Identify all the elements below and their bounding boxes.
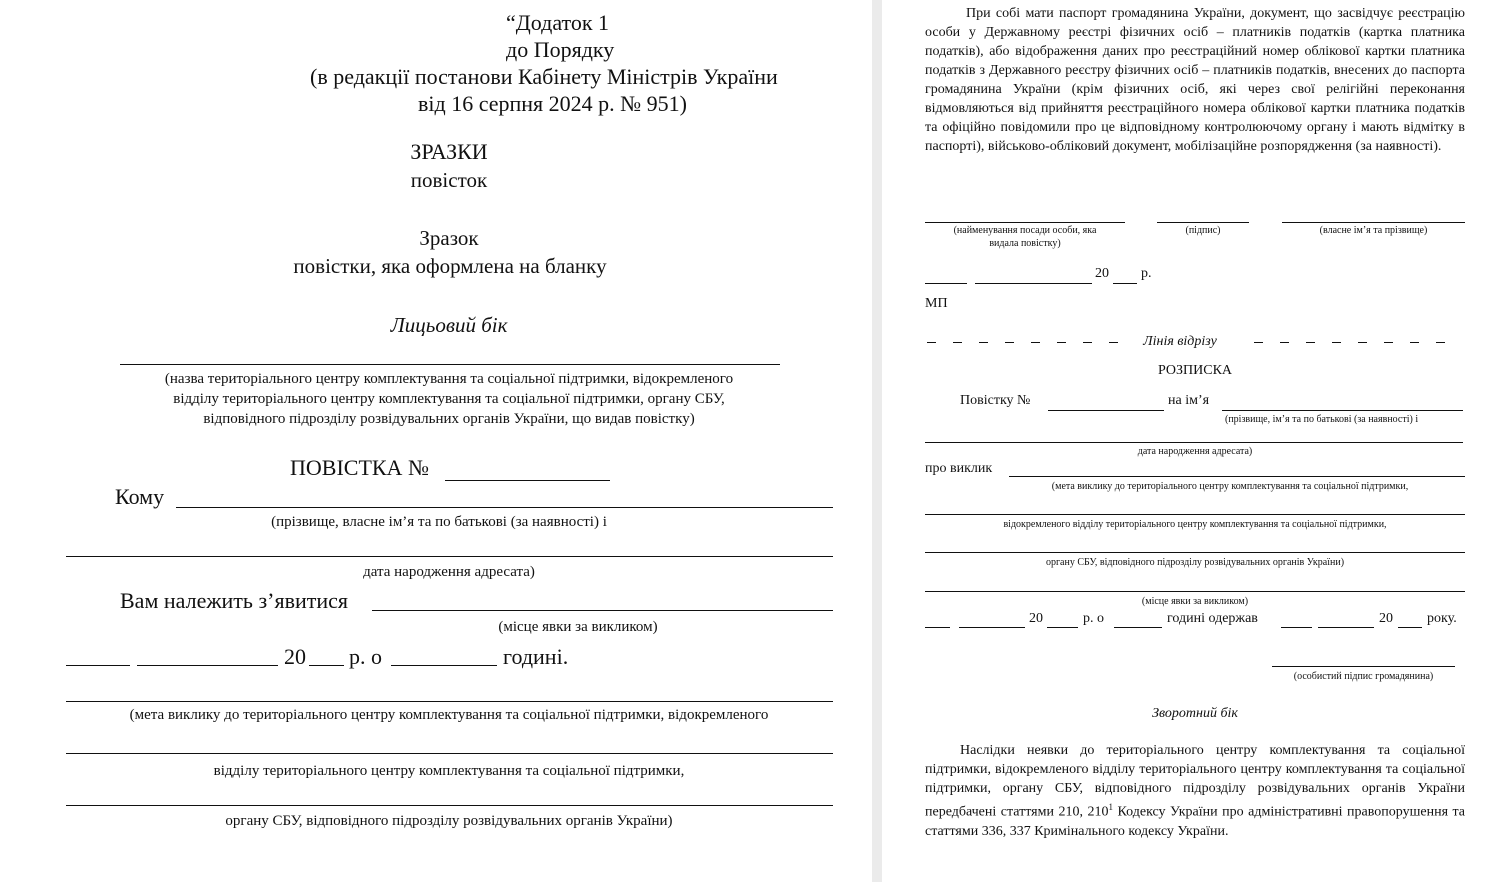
cut-dash [1384, 342, 1393, 343]
sig-position-caption-1: (найменування посади особи, яка [953, 225, 1097, 236]
date-year-prefix: 20 [1095, 266, 1109, 281]
receipt-name-caption: (прізвище, ім’я та по батькові (за наявності) і [1225, 414, 1419, 425]
month-line [137, 665, 278, 666]
summons-label: ПОВІСТКА № [290, 455, 429, 480]
receipt-get-month-line [1318, 627, 1374, 628]
consequences-text-2: Кодексу України про адміністративні правопорушення та статтями 336, 337 Кримінального кодексу України. [925, 804, 1466, 839]
cut-line-label: Лінія відрізу [1143, 334, 1217, 349]
receipt-hour-line [1114, 627, 1162, 628]
receipt-name-label: на ім’я [1168, 393, 1210, 408]
issuer-caption-3: відповідного підрозділу розвідувальних органів України, що видав повістку) [203, 411, 695, 427]
receipt-year-line-2 [1398, 627, 1422, 628]
receipt-summons-label: Повістку № [960, 393, 1031, 408]
samples-subtitle: повісток [410, 168, 488, 192]
receipt-purpose-caption-2: відокремленого відділу територіального центру комплектування та соціальної підтримки, [1003, 519, 1387, 530]
intro-paragraph: При собі мати паспорт громадянина України, документ, що засвідчує реєстрацію особи у Державному реєстрі фізичних осіб – платників податків (картка платника податків), або відображення даних про реєстраційний номер облікової картки платника податків з Державного реєстру фізичних осіб – платників податків, внесених до паспорта громадянина України (крім фізичних осіб, які через свої релігійні переконання відмовляються від прийняття реєстраційного номера облікової картки платника податків та офіційно повідомили про це відповідному контролюючому органу і мають відмітку в паспорті), військово-обліковий документ, мобілізаційне розпорядження (за наявності). [925, 6, 1465, 154]
year-line [309, 665, 344, 666]
samples-title: ЗРАЗКИ [410, 139, 488, 164]
date-day-line [925, 283, 967, 284]
date-month-line [975, 283, 1092, 284]
appendix-line-2: до Порядку [506, 37, 615, 62]
receipt-birth-line [925, 442, 1463, 443]
stamp-label: МП [925, 296, 948, 311]
receipt-year-prefix-1: 20 [1029, 611, 1043, 626]
date-year-suffix: р. [1141, 266, 1152, 281]
name-caption-2: дата народження адресата) [363, 564, 535, 580]
cut-dash [1280, 342, 1289, 343]
sig-signature-caption: (підпис) [1185, 225, 1221, 236]
sig-position-line [925, 222, 1125, 223]
summons-number-line [445, 480, 610, 481]
receipt-year-prefix-2: 20 [1379, 611, 1393, 626]
right-page [882, 0, 1500, 882]
day-line [66, 665, 130, 666]
receipt-birth-caption: дата народження адресата) [1137, 446, 1253, 457]
receipt-place-line [925, 591, 1465, 592]
recipient-label: Кому [115, 484, 165, 509]
receipt-place-caption: (місце явки за викликом) [1141, 596, 1249, 607]
cut-dash [1109, 342, 1118, 343]
hour-label: годині. [503, 644, 569, 669]
cut-dash [1332, 342, 1341, 343]
receipt-purpose-line-2 [925, 514, 1465, 515]
cut-dash [1005, 342, 1014, 343]
cut-dash [927, 342, 936, 343]
place-caption: (місце явки за викликом) [498, 619, 658, 635]
purpose-caption-3: органу СБУ, відповідного підрозділу розвідувальних органів України) [225, 813, 673, 829]
date-year-line [1113, 283, 1137, 284]
hour-line [391, 665, 497, 666]
cut-dash [1083, 342, 1092, 343]
appear-label: Вам належить з’явитися [120, 588, 349, 613]
receipt-purpose-caption-1: (мета виклику до територіального центру комплектування та соціальної підтримки, [1051, 481, 1409, 492]
page-divider [872, 0, 882, 882]
name-caption-1: (прізвище, власне ім’я та по батькові (за наявності) і [271, 514, 607, 530]
consequences-text-1: Наслідки неявки до територіального центру комплектування та соціальної підтримки, відокремленого відділу територіального центру комплектування та соціальної підтримки, органу СБУ, відповідного підрозділу розвідувальних органів України передбачені статтями 210, 210 [925, 743, 1465, 820]
receipt-title: РОЗПИСКА [1157, 363, 1233, 378]
cut-dash [1031, 342, 1040, 343]
cut-dash [979, 342, 988, 343]
receipt-at-label: р. о [1083, 611, 1104, 626]
appendix-line-1: “Додаток 1 [506, 10, 610, 35]
back-side-label: Зворотний бік [1152, 706, 1238, 721]
consequences-superscript: 1 [1108, 802, 1113, 812]
appendix-line-4: від 16 серпня 2024 р. № 951) [418, 91, 687, 116]
sig-name-caption: (власне ім’я та прізвище) [1319, 225, 1428, 236]
receipt-day-line [925, 627, 950, 628]
purpose-line-1 [66, 701, 833, 702]
cut-dash [1254, 342, 1263, 343]
cut-dash [1358, 342, 1367, 343]
receipt-signature-line [1272, 666, 1455, 667]
sample-title: Зразок [419, 226, 479, 250]
issuer-caption-1: (назва територіального центру комплектування та соціальної підтримки, відокремленого [164, 371, 734, 387]
appear-place-line [372, 610, 833, 611]
receipt-month-line [959, 627, 1025, 628]
receipt-year-word: року. [1427, 611, 1457, 626]
receipt-call-label: про виклик [925, 461, 993, 476]
year-prefix: 20 [284, 644, 306, 669]
year-suffix: р. о [349, 644, 382, 669]
cut-dash [953, 342, 962, 343]
appendix-line-3: (в редакції постанови Кабінету Міністрів України [310, 64, 778, 89]
receipt-hour-label: годині одержав [1167, 611, 1258, 626]
receipt-name-line [1222, 410, 1463, 411]
sig-name-line [1282, 222, 1465, 223]
recipient-line [176, 507, 833, 508]
cut-dash [1057, 342, 1066, 343]
receipt-purpose-caption-3: органу СБУ, відповідного підрозділу розвідувальних органів України) [1045, 557, 1345, 568]
purpose-caption-1: (мета виклику до територіального центру комплектування та соціальної підтримки, відокремленого [129, 707, 769, 723]
issuer-line [120, 364, 780, 365]
cut-dash [1306, 342, 1315, 343]
issuer-caption-2: відділу територіального центру комплектування та соціальної підтримки, органу СБУ, [173, 391, 725, 407]
sig-position-caption-2: видала повістку) [989, 238, 1061, 249]
front-side-label: Лицьовий бік [390, 313, 508, 337]
receipt-summons-line [1048, 410, 1164, 411]
consequences-paragraph [925, 741, 1465, 841]
sig-signature-line [1157, 222, 1249, 223]
cut-dash [1410, 342, 1419, 343]
receipt-year-line-1 [1047, 627, 1078, 628]
purpose-line-2 [66, 753, 833, 754]
purpose-line-3 [66, 805, 833, 806]
receipt-purpose-line-3 [925, 552, 1465, 553]
receipt-get-day-line [1281, 627, 1312, 628]
sample-subtitle: повістки, яка оформлена на бланку [293, 254, 607, 278]
cut-dash [1436, 342, 1445, 343]
receipt-signature-caption: (особистий підпис громадянина) [1293, 671, 1434, 682]
receipt-call-line [1009, 476, 1465, 477]
purpose-caption-2: відділу територіального центру комплектування та соціальної підтримки, [213, 763, 685, 779]
birth-line [66, 556, 833, 557]
